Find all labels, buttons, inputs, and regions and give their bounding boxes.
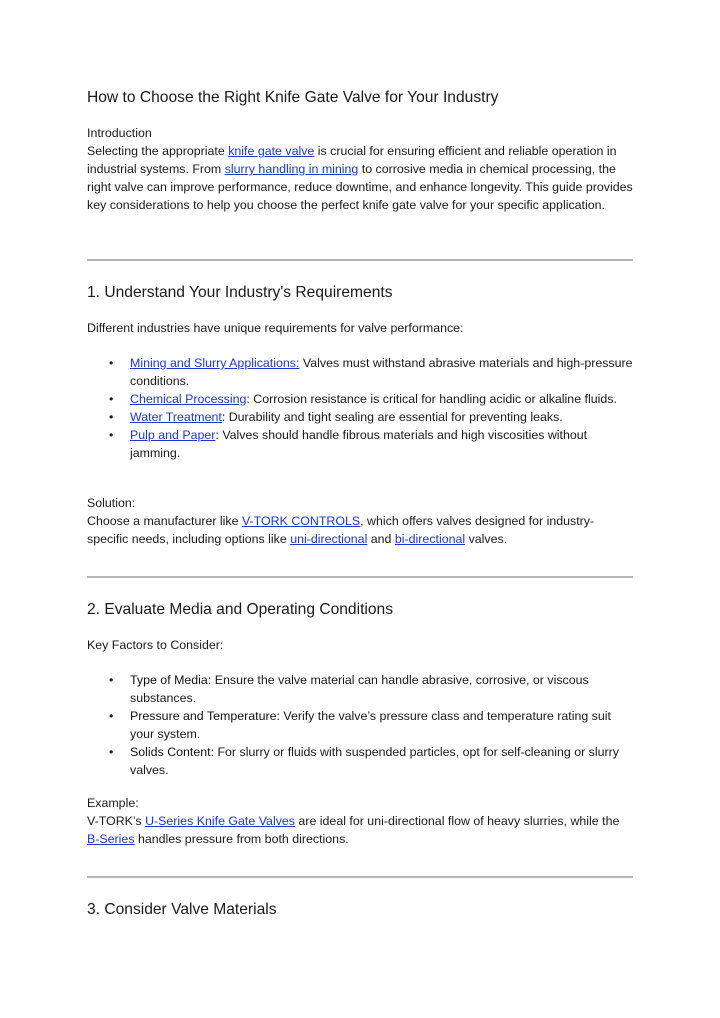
b-series-link[interactable]: B-Series <box>87 832 135 846</box>
section2-lead <box>87 636 633 654</box>
solution-text-3: and <box>367 532 395 546</box>
pulp-paper-link[interactable]: Pulp and Paper <box>130 428 216 442</box>
intro-paragraph <box>87 142 633 214</box>
bullet-icon: • <box>109 356 114 370</box>
solution-text-1: Choose a manufacturer like <box>87 514 242 528</box>
section2-list <box>87 671 633 779</box>
intro-text-3: to corrosive media in chemical processing, the right valve can improve performance, reduce downtime, and enhance longevity. This guide provides key considerations to help you choose the perfect knife gate valve for your specific application. <box>87 162 633 212</box>
chemical-processing-link[interactable]: Chemical Processing <box>130 392 247 406</box>
bi-directional-link[interactable]: bi-directional <box>394 532 466 546</box>
item-term: Type of Media: <box>130 673 212 687</box>
solution-paragraph <box>87 512 633 548</box>
example-text-1: V-TORK’s <box>87 814 146 828</box>
example-label: Example: <box>87 796 139 810</box>
water-treatment-link[interactable]: Water Treatment <box>130 410 222 424</box>
knife-gate-valve-link[interactable]: knife gate valve <box>228 144 315 158</box>
section2-example <box>87 794 633 848</box>
list-item <box>87 426 633 462</box>
item-text: Durability and tight sealing are essential for preventing leaks. <box>225 410 563 424</box>
item-text: Ensure the valve material can handle abrasive, corrosive, or viscous substances. <box>130 673 589 705</box>
item-text: Valves should handle fibrous materials and high viscosities without jamming. <box>130 428 588 460</box>
bullet-icon: • <box>109 428 114 442</box>
solution-text-4: valves. <box>465 532 508 546</box>
intro-heading: Introduction <box>87 126 152 140</box>
section1-lead <box>87 319 633 337</box>
section-divider-3 <box>87 876 633 878</box>
example-text-3: handles pressure from both directions. <box>134 832 349 846</box>
item-text: Corrosion resistance is critical for handling acidic or alkaline fluids. <box>249 392 617 406</box>
solution-label: Solution: <box>87 496 136 510</box>
item-term: Solids Content: <box>130 745 215 759</box>
intro-text-1: Selecting the appropriate <box>87 144 229 158</box>
bullet-icon: • <box>109 392 114 406</box>
vtork-controls-link[interactable]: V-TORK CONTROLS <box>241 514 361 528</box>
section2-heading: 2. Evaluate Media and Operating Conditions <box>87 601 394 618</box>
solution-text-2: , which offers valves designed for industry-specific needs, including options like <box>87 514 595 546</box>
uni-directional-link[interactable]: uni-directional <box>290 532 368 546</box>
item-sep: : <box>221 410 226 424</box>
item-term: Pressure and Temperature: <box>130 709 280 723</box>
list-item <box>87 743 633 779</box>
section2-lead-text: Key Factors to Consider: <box>87 638 224 652</box>
mining-slurry-link[interactable]: Mining and Slurry Applications: <box>130 356 300 370</box>
example-paragraph <box>87 812 633 848</box>
example-text-2: are ideal for uni-directional flow of heavy slurries, while the <box>294 814 620 828</box>
item-text: Valves must withstand abrasive materials and high-pressure conditions. <box>130 356 633 388</box>
u-series-link[interactable]: U-Series Knife Gate Valves <box>145 814 295 828</box>
section1-solution <box>87 494 633 548</box>
list-item <box>87 390 633 408</box>
intro-section <box>87 124 633 214</box>
section1-lead-text: Different industries have unique requirements for valve performance: <box>87 321 464 335</box>
bullet-icon: • <box>109 410 114 424</box>
page-title: How to Choose the Right Knife Gate Valve for Your Industry <box>87 89 499 106</box>
item-text: For slurry or fluids with suspended particles, opt for self-cleaning or slurry valves. <box>130 745 619 777</box>
bullet-icon: • <box>109 709 114 723</box>
section3-heading: 3. Consider Valve Materials <box>87 901 277 918</box>
slurry-handling-link[interactable]: slurry handling in mining <box>224 162 359 176</box>
list-item <box>87 354 633 390</box>
bullet-icon: • <box>109 745 114 759</box>
list-item <box>87 671 633 707</box>
item-sep: : <box>246 392 250 406</box>
list-item <box>87 707 633 743</box>
item-sep: : <box>215 428 219 442</box>
section1-list <box>87 354 633 462</box>
list-item <box>87 408 633 426</box>
intro-text-2: is crucial for ensuring efficient and reliable operation in industrial systems. From <box>87 144 617 176</box>
section1-heading: 1. Understand Your Industry's Requirements <box>87 284 393 301</box>
section-divider-1 <box>87 259 633 261</box>
bullet-icon: • <box>109 673 114 687</box>
section-divider-2 <box>87 576 633 578</box>
item-text: Verify the valve’s pressure class and temperature rating suit your system. <box>130 709 611 741</box>
